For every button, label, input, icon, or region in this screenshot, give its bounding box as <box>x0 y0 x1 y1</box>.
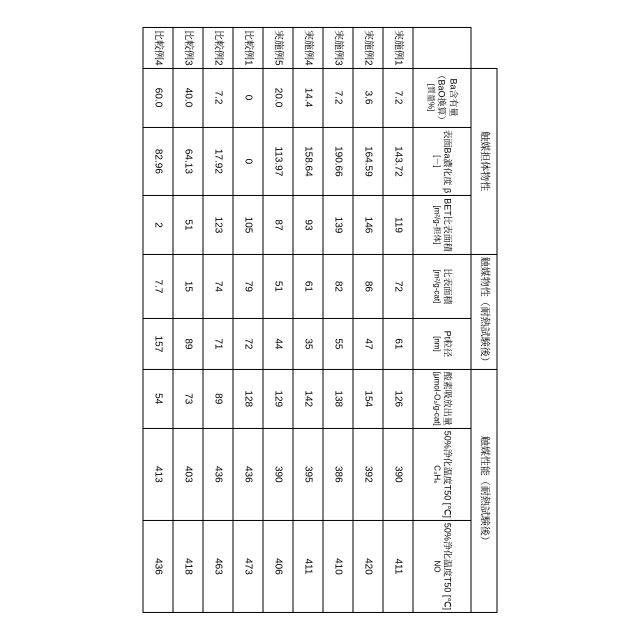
cell-t50-c3h6: 386 <box>323 428 353 520</box>
cell-t50-c3h6: 390 <box>263 428 293 520</box>
cell-ssa: 51 <box>263 254 293 318</box>
cell-bao: 40.0 <box>173 68 203 127</box>
header-row-label <box>413 27 471 68</box>
cell-pt: 55 <box>323 319 353 370</box>
table-row <box>383 27 413 612</box>
header-oxygen-storage-capacity <box>413 369 471 428</box>
cell-t50-c3h6: 395 <box>293 428 323 520</box>
cell-t50-c3h6: 390 <box>383 428 413 520</box>
cell-osc: 89 <box>203 369 233 428</box>
cell-bao: 60.0 <box>143 68 173 127</box>
header-ssa-unit: [m²/g-cat] <box>432 269 442 304</box>
cell-pt: 71 <box>203 319 233 370</box>
cell-t50-no: 420 <box>353 520 383 612</box>
table-row <box>143 27 173 612</box>
cell-bao: 20.0 <box>263 68 293 127</box>
cell-bao: 3.6 <box>353 68 383 127</box>
cell-pt: 61 <box>383 319 413 370</box>
cell-beta: 158.64 <box>293 127 323 196</box>
cell-t50-no: 418 <box>173 520 203 612</box>
cell-t50-c3h6: 436 <box>203 428 233 520</box>
header-bet-unit: [m²/g-担体] <box>432 205 442 245</box>
cell-bet: 105 <box>233 196 263 255</box>
header-bet-surface-area <box>413 196 471 255</box>
header-ssa-line1: 比表面積 <box>442 268 453 305</box>
header-osc-unit: [μmol-O₂/g-cat] <box>432 371 442 426</box>
header-bao-line1: Ba含有量 <box>448 78 459 117</box>
cell-osc: 138 <box>323 369 353 428</box>
cell-ssa: 7.7 <box>143 254 173 318</box>
cell-beta: 164.59 <box>353 127 383 196</box>
cell-beta: 17.92 <box>203 127 233 196</box>
cell-beta: 113.97 <box>263 127 293 196</box>
table-row <box>173 27 203 612</box>
cell-beta: 64.13 <box>173 127 203 196</box>
cell-t50-no: 406 <box>263 520 293 612</box>
cell-t50-no: 411 <box>293 520 323 612</box>
row-label: 実施例5 <box>263 27 293 68</box>
header-bao-line2: （BaO換算） <box>436 70 447 125</box>
header-pt-particle-size <box>413 319 471 370</box>
header-osc-line1: 酸素吸放出量 <box>442 371 453 426</box>
cell-osc: 129 <box>263 369 293 428</box>
cell-beta: 0 <box>233 127 263 196</box>
group-catalyst-performance: 触媒性能（耐熱試験後） <box>471 369 497 612</box>
table-row <box>353 27 383 612</box>
cell-pt: 44 <box>263 319 293 370</box>
header-t50-line1-dup: 50%浄化温度T50 [℃] <box>442 522 453 611</box>
row-label: 比較例4 <box>143 27 173 68</box>
cell-t50-c3h6: 403 <box>173 428 203 520</box>
cell-osc: 126 <box>383 369 413 428</box>
cell-t50-no: 473 <box>233 520 263 612</box>
table-row <box>263 27 293 612</box>
group-catalyst-properties: 触媒物性（耐熱試験後） <box>471 254 497 369</box>
catalyst-properties-table <box>143 27 498 613</box>
header-t50-no <box>413 520 471 612</box>
cell-t50-no: 411 <box>383 520 413 612</box>
cell-ssa: 79 <box>233 254 263 318</box>
row-label: 実施例2 <box>353 27 383 68</box>
cell-bao: 0 <box>233 68 263 127</box>
cell-beta: 82.96 <box>143 127 173 196</box>
cell-t50-no: 463 <box>203 520 233 612</box>
header-t50-no-label: NO <box>432 560 442 573</box>
cell-bao: 7.2 <box>323 68 353 127</box>
cell-bet: 93 <box>293 196 323 255</box>
header-pt-line1: Pt粒径 <box>442 330 453 358</box>
group-header-row <box>471 27 497 612</box>
row-label: 比較例2 <box>203 27 233 68</box>
cell-bet: 87 <box>263 196 293 255</box>
cell-bet: 2 <box>143 196 173 255</box>
cell-t50-no: 410 <box>323 520 353 612</box>
column-header-row <box>413 27 471 612</box>
rotated-table-wrapper <box>143 27 498 613</box>
cell-pt: 157 <box>143 319 173 370</box>
table-row <box>293 27 323 612</box>
cell-pt: 72 <box>233 319 263 370</box>
cell-ssa: 15 <box>173 254 203 318</box>
cell-bao: 14.4 <box>293 68 323 127</box>
cell-beta: 143.72 <box>383 127 413 196</box>
cell-pt: 89 <box>173 319 203 370</box>
cell-osc: 154 <box>353 369 383 428</box>
table-row <box>323 27 353 612</box>
cell-bet: 123 <box>203 196 233 255</box>
header-beta-unit: [－] <box>432 155 442 168</box>
header-surface-ba-enrichment <box>413 127 471 196</box>
row-label: 実施例3 <box>323 27 353 68</box>
row-label: 実施例4 <box>293 27 323 68</box>
cell-pt: 35 <box>293 319 323 370</box>
cell-bet: 139 <box>323 196 353 255</box>
header-t50-c3h6-label: C₃H₆ <box>432 465 442 484</box>
cell-bao: 7.2 <box>383 68 413 127</box>
header-specific-surface-area <box>413 254 471 318</box>
cell-beta: 190.66 <box>323 127 353 196</box>
cell-ssa: 86 <box>353 254 383 318</box>
cell-ssa: 72 <box>383 254 413 318</box>
cell-t50-c3h6: 413 <box>143 428 173 520</box>
cell-t50-c3h6: 392 <box>353 428 383 520</box>
cell-bet: 119 <box>383 196 413 255</box>
header-pt-unit: [nm] <box>432 336 442 352</box>
cell-bet: 51 <box>173 196 203 255</box>
group-blank-cell <box>471 27 497 68</box>
cell-ssa: 82 <box>323 254 353 318</box>
cell-osc: 128 <box>233 369 263 428</box>
header-bao-content <box>413 68 471 127</box>
table-row <box>233 27 263 612</box>
cell-t50-no: 436 <box>143 520 173 612</box>
cell-t50-c3h6: 436 <box>233 428 263 520</box>
cell-osc: 73 <box>173 369 203 428</box>
header-bet-line1: BET比表面積 <box>442 198 453 252</box>
header-t50-line1: 50%浄化温度T50 [℃] <box>442 430 453 518</box>
cell-bet: 146 <box>353 196 383 255</box>
cell-osc: 142 <box>293 369 323 428</box>
cell-ssa: 74 <box>203 254 233 318</box>
cell-ssa: 61 <box>293 254 323 318</box>
header-t50-c3h6 <box>413 428 471 520</box>
cell-bao: 7.2 <box>203 68 233 127</box>
header-beta-line1: 表面Ba濃化度 β <box>442 129 453 194</box>
table-row <box>203 27 233 612</box>
row-label: 比較例3 <box>173 27 203 68</box>
group-support-properties: 触媒担体物性 <box>471 68 497 254</box>
header-bao-unit: [質量%] <box>426 83 436 112</box>
cell-pt: 47 <box>353 319 383 370</box>
cell-osc: 54 <box>143 369 173 428</box>
row-label: 実施例1 <box>383 27 413 68</box>
row-label: 比較例1 <box>233 27 263 68</box>
